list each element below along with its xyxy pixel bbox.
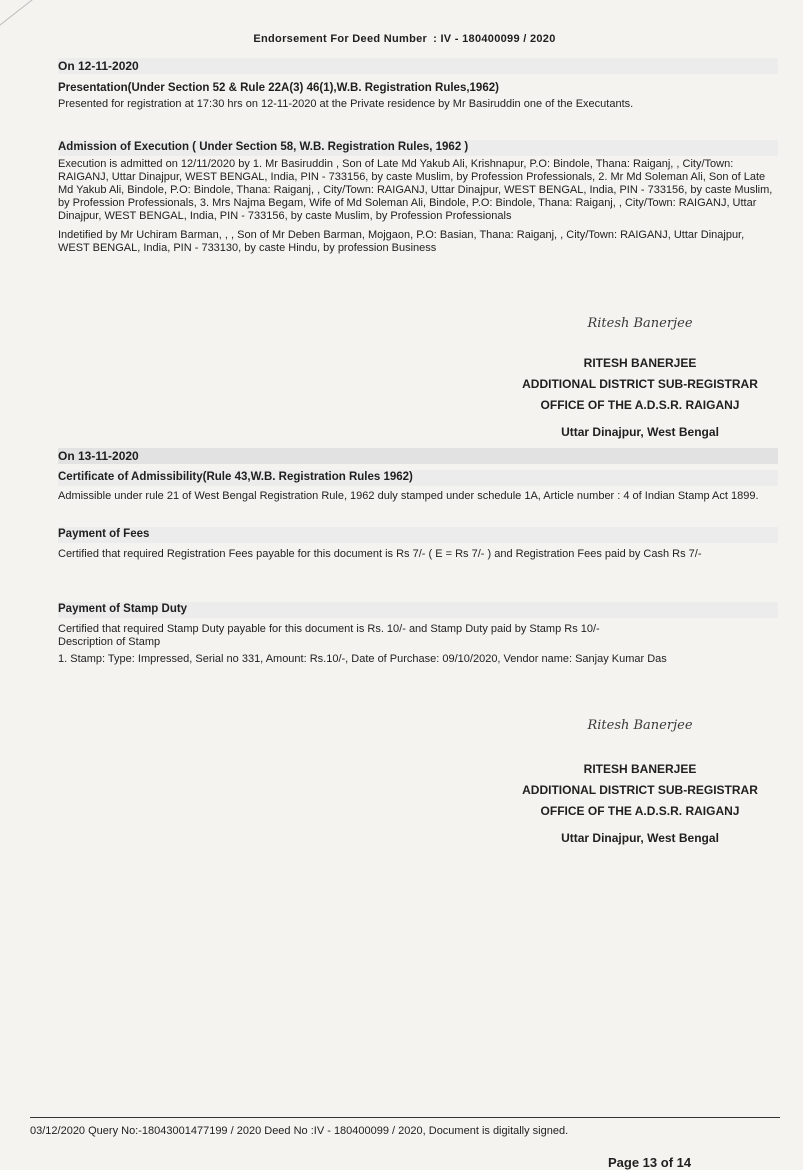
signature-block-2 [480,718,800,849]
admission-section [58,141,778,255]
presentation-section [58,82,778,111]
page-number: Page 13 of 14 [608,1155,692,1170]
identified-text: Indetified by Mr Uchiram Barman, , , Son of Mr Deben Barman, Mojgaon, P.O: Basian, Thana: Raiganj, , City/Town: RAIGANJ, Uttar Dinajpur, WEST BENGAL, India, PIN - 733130, by caste Hindu, by profession Business [58,229,745,254]
certificate-title: Certificate of Admissibility(Rule 43,W.B. Registration Rules 1962) [58,471,413,483]
signatory-designation: ADDITIONAL DISTRICT SUB-REGISTRAR [522,377,758,391]
header-label: Endorsement For Deed Number [253,33,428,45]
signatory-office: OFFICE OF THE A.D.S.R. RAIGANJ [540,804,740,818]
signatory-name: RITESH BANERJEE [583,762,697,776]
certificate-text: Admissible under rule 21 of West Bengal Registration Rule, 1962 duly stamped under schedule 1A, Article number : 4 of Indian Stamp Act 1899. [58,490,759,502]
signatory-name: RITESH BANERJEE [583,356,697,370]
presentation-text: Presented for registration at 17:30 hrs on 12-11-2020 at the Private residence by Mr Basiruddin one of the Executants. [58,98,634,110]
handwritten-signature: Ritesh Banerjee [587,718,693,733]
admission-text: Execution is admitted on 12/11/2020 by 1. Mr Basiruddin , Son of Late Md Yakub Ali, Krishnapur, P.O: Bindole, Thana: Raiganj, , City/Town: RAIGANJ, Uttar Dinajpur, WEST BENGAL, India, PIN - 733156, by caste Muslim, by Profession Professionals, 2. Mr Md Soleman Ali, Son of Late Md Yakub Ali, Bindole, P.O: Bindole, Thana: Raiganj, , City/Town: RAIGANJ, Uttar Dinajpur, WEST BENGAL, India, PIN - 733156, by caste Muslim, by Profession Professionals, 3. Mrs Najma Begam, Wife of Md Soleman Ali, Bindole, P.O: Bindole, Thana: Raiganj, , City/Town: RAIGANJ, Uttar Dinajpur, WEST BENGAL, India, PIN - 733156, by caste Muslim, by Profession Professionals [58,158,773,222]
footer-text: 03/12/2020 Query No:-18043001477199 / 2020 Deed No :IV - 180400099 / 2020, Document is digitally signed. [30,1125,569,1137]
header-deed-number: : IV - 180400099 / 2020 [433,33,556,45]
handwritten-signature: Ritesh Banerjee [587,316,693,331]
stamp-text-1: Certified that required Stamp Duty payable for this document is Rs. 10/- and Stamp Duty paid by Stamp Rs 10/- [58,623,600,635]
signatory-location: Uttar Dinajpur, West Bengal [561,425,719,439]
signature-block-1 [480,316,800,443]
presentation-title: Presentation(Under Section 52 & Rule 22A(3) 46(1),W.B. Registration Rules,1962) [58,82,499,94]
signatory-office: OFFICE OF THE A.D.S.R. RAIGANJ [540,398,740,412]
stamp-text-2: Description of Stamp [58,636,161,648]
stamp-text-3: 1. Stamp: Type: Impressed, Serial no 331, Amount: Rs.10/-, Date of Purchase: 09/10/2020, Vendor name: Sanjay Kumar Das [58,653,667,665]
page-header [0,33,803,45]
admission-title: Admission of Execution ( Under Section 58, W.B. Registration Rules, 1962 ) [58,141,469,153]
stamp-title: Payment of Stamp Duty [58,603,188,615]
day2-date: On 13-11-2020 [58,449,139,463]
day1-date: On 12-11-2020 [58,59,139,73]
signatory-designation: ADDITIONAL DISTRICT SUB-REGISTRAR [522,783,758,797]
fees-title: Payment of Fees [58,528,150,540]
footer-divider [30,1117,780,1118]
signatory-location: Uttar Dinajpur, West Bengal [561,831,719,845]
fees-section [58,528,778,561]
stamp-section [58,603,778,666]
certificate-section [58,471,778,503]
fees-text: Certified that required Registration Fees payable for this document is Rs 7/- ( E = Rs 7/- ) and Registration Fees paid by Cash Rs 7/- [58,548,702,560]
